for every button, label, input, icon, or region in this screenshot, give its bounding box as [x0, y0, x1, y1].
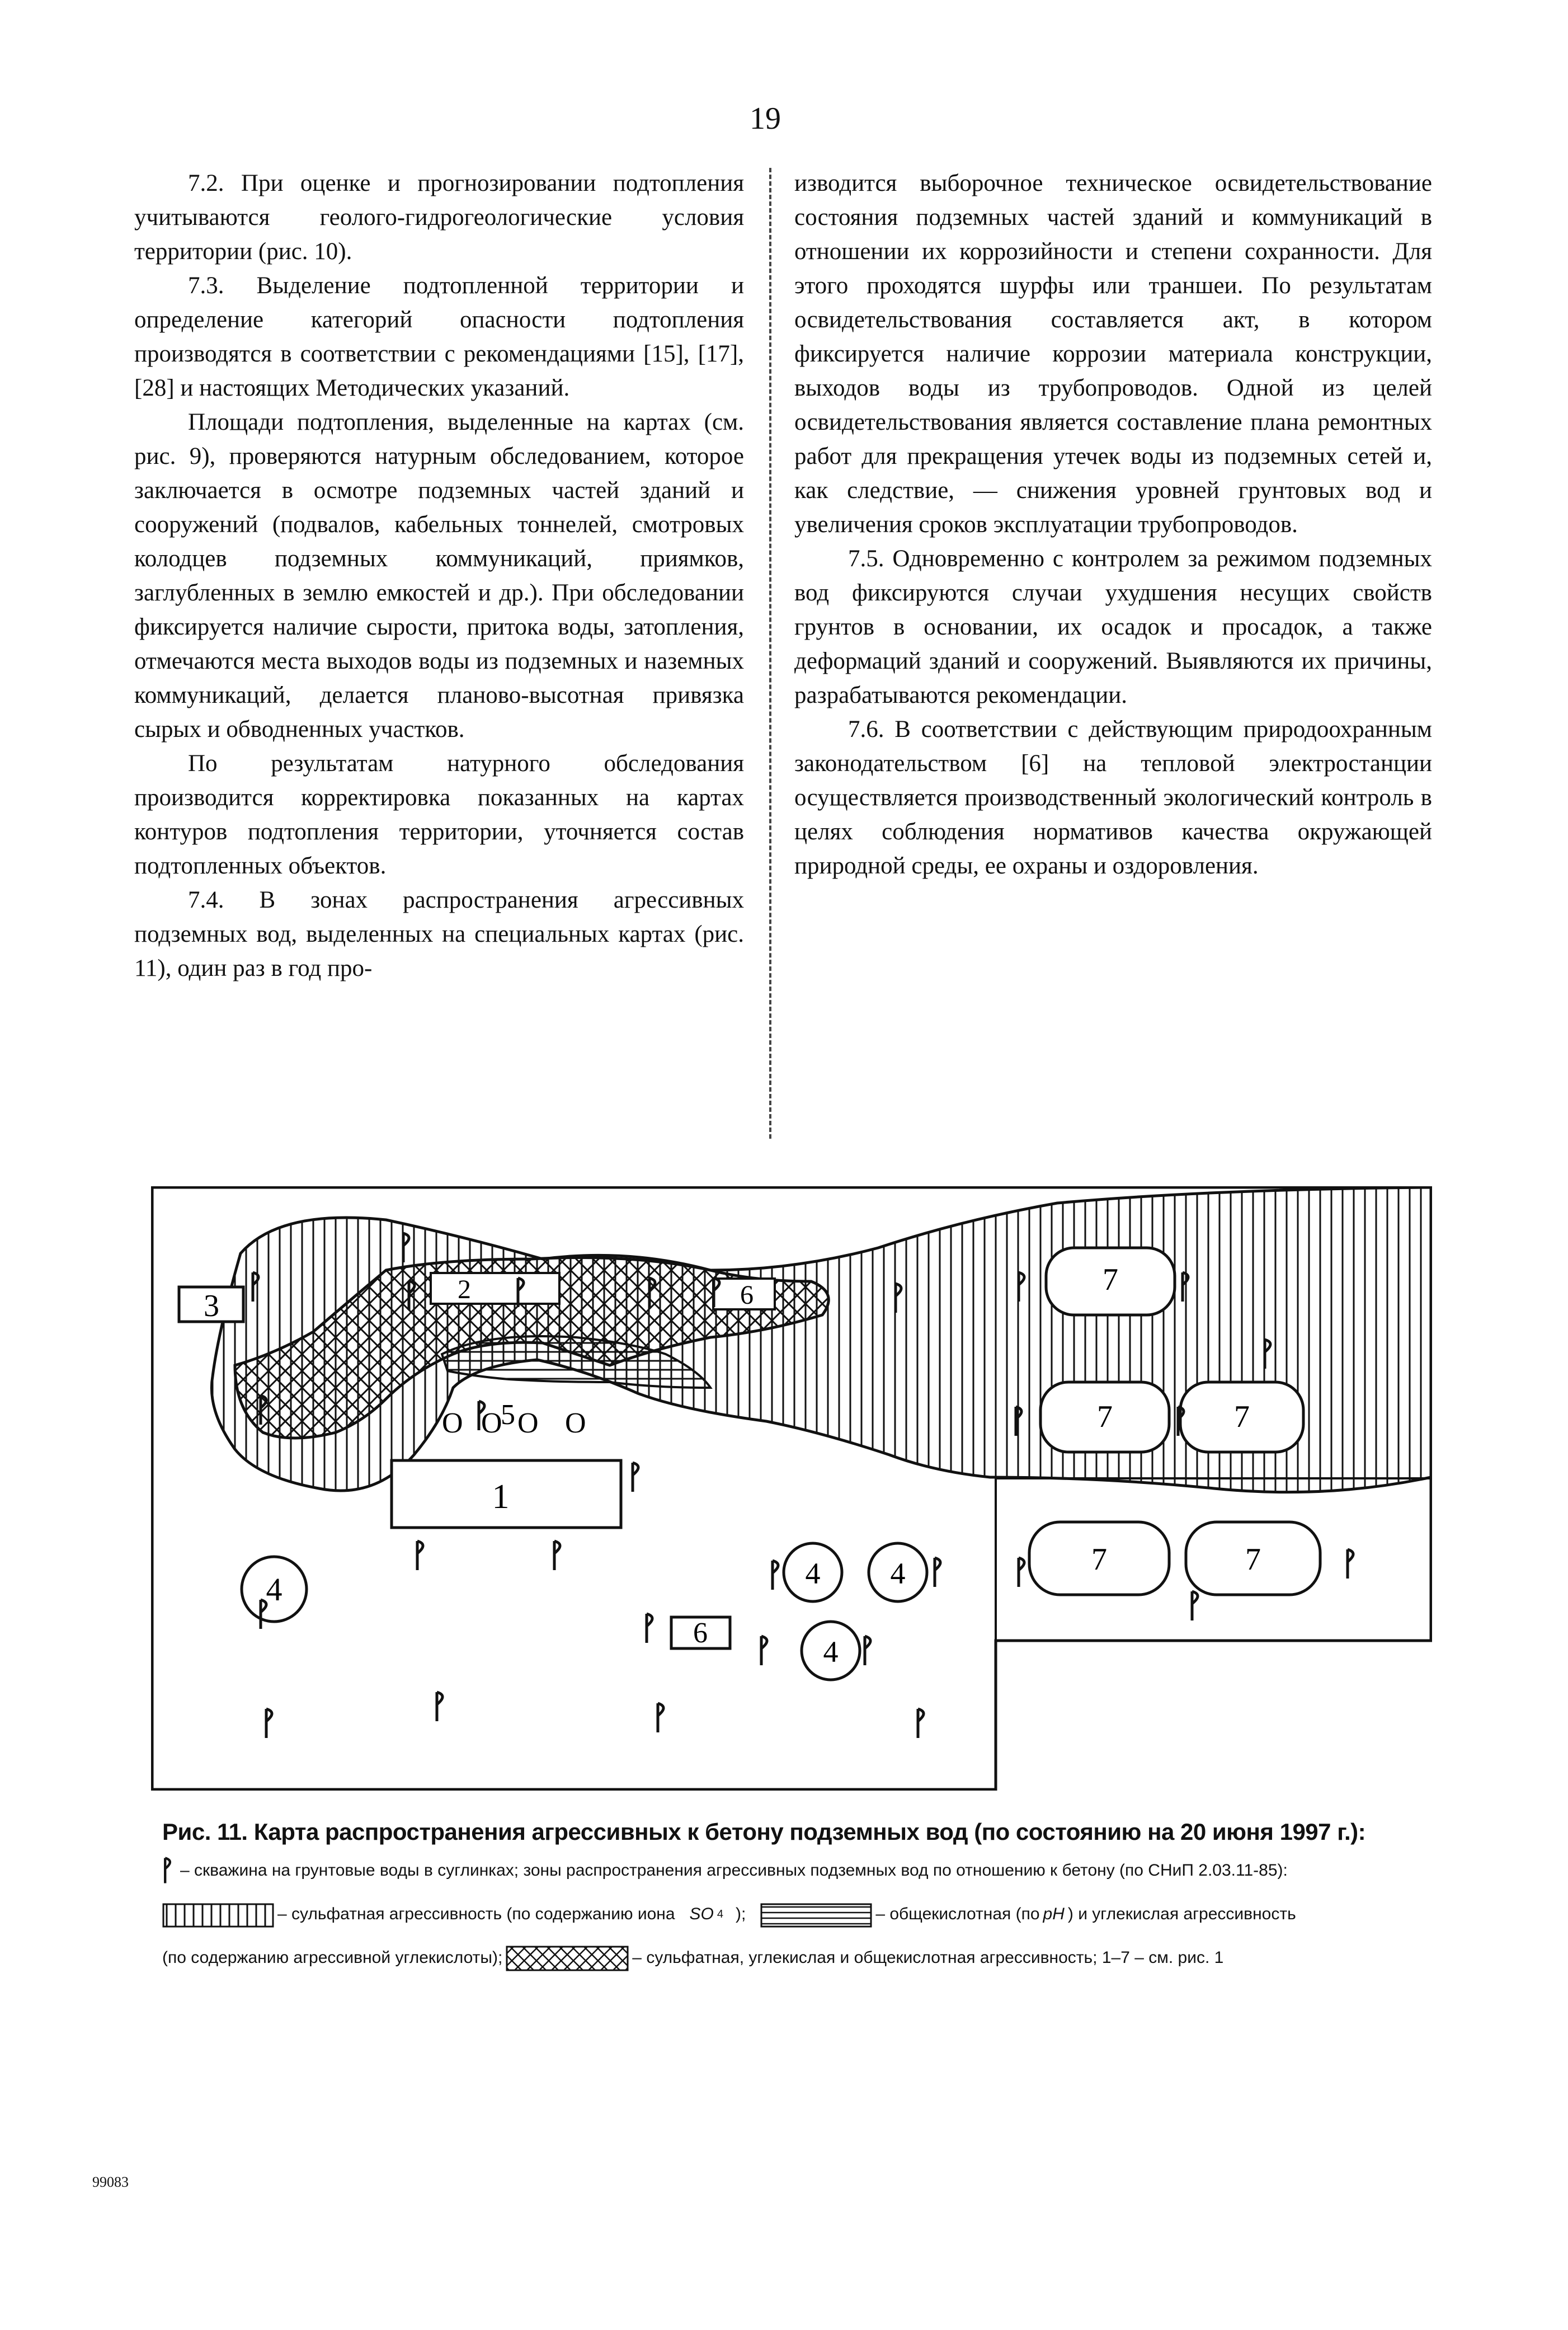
well-flag-icon	[162, 1856, 177, 1885]
legend	[162, 1849, 1432, 1980]
combined-hatch-swatch	[506, 1942, 629, 1974]
legend-row-sulfate	[162, 1892, 1432, 1936]
tank-4-b-label: 4	[805, 1557, 821, 1590]
legend-sulfate-text: – сульфатная агрессивность (по содержанию иона	[277, 1905, 675, 1923]
well-flag-icon	[865, 1636, 870, 1665]
paragraph-7-6: 7.6. В соответствии с действующим природоохранным законодательством [6] на тепловой электростанции осуществляется производственный экологический контроль в целях соблюдения нормативов качества окружающей природной среды, ее охраны и оздоровления.	[794, 716, 1432, 879]
building-6-label: 6	[693, 1617, 708, 1649]
well-flag-icon	[935, 1558, 940, 1587]
paragraph-7-3: 7.3. Выделение подтопленной территории и определение категорий опасности подтопления производятся в соответствии с рекомендациями [15], [17], [28] и настоящих Методических указаний.	[134, 273, 744, 401]
tank-4-d-label: 4	[823, 1635, 839, 1669]
well-flag-icon	[1348, 1549, 1353, 1579]
paragraph-flood-areas: Площади подтопления, выделенные на картах (см. рис. 9), проверяются натурным обследованием, которое заключается в осмотре подземных частей зданий и сооружений (подвалов, кабельных тоннелей, смотровых колодцев подземных коммуникаций, приямков, заглубленных в землю емкостей и др.). При обследовании фиксируется наличие сырости, притока воды, затопления, отмечаются места выходов воды из подземных и наземных коммуникаций, делается планово-высотная привязка сырых и обводненных участков.	[134, 409, 744, 743]
paragraph-7-5: 7.5. Одновременно с контролем за режимом подземных вод фиксируются случаи ухудшения несущих свойств грунтов в основании, их осадок и просадок, а также деформаций зданий и сооружений. Выявляются их причины, разрабатываются рекомендации.	[794, 546, 1432, 708]
column-divider	[769, 168, 771, 1139]
building-2	[431, 1273, 559, 1304]
page-number: 19	[750, 101, 781, 136]
building-7-d-label: 7	[1091, 1542, 1107, 1577]
well-flag-icon	[1019, 1558, 1024, 1587]
well-flag-icon	[773, 1561, 778, 1590]
reservoir-5-label: 5	[501, 1399, 515, 1431]
paragraph-7-4-cont: изводится выборочное техническое освидетельствование состояния подземных частей зданий и коммуникаций в отношении их коррозийности и степени сохранности. Для этого проходятся шурфы или траншеи. По результатам освидетельствования составляется акт, в котором фиксируется наличие коррозии материала конструкции, выходов воды из трубопроводов. Одной из целей освидетельствования является составление плана ремонтных работ для прекращения утечек воды из подземных сетей и, как следствие, — снижения уровней грунтовых вод и увеличения сроков эксплуатации трубопроводов.	[794, 170, 1432, 538]
tank-4-c-label: 4	[890, 1557, 906, 1590]
well-flag-icon	[647, 1614, 652, 1643]
building-3-label: 3	[204, 1289, 219, 1323]
well-flag-icon	[417, 1541, 423, 1570]
sulfate-ion-subscript: 4	[717, 1908, 724, 1920]
legend-row-wells	[162, 1849, 1432, 1892]
acid-hatch-swatch	[760, 1899, 872, 1930]
well-flag-icon	[918, 1709, 924, 1738]
legend-acid-text: – общекислотная (по	[875, 1905, 1040, 1923]
legend-acid-end: ) и углекислая агрессивность	[1067, 1905, 1296, 1923]
paragraph-survey-results: По результатам натурного обследования производится корректировка показанных на картах контуров подтопления территории, уточняется состав подтопленных объектов.	[134, 750, 744, 879]
building-7-e-label: 7	[1245, 1542, 1261, 1577]
legend-sulfate-end: );	[736, 1905, 746, 1923]
reservoir-o-1: О	[442, 1407, 463, 1439]
legend-row-combined	[162, 1936, 1432, 1980]
well-flag-icon	[554, 1541, 560, 1570]
reservoir-o-2: О	[481, 1407, 502, 1439]
building-1-label: 1	[492, 1478, 510, 1516]
paragraph-7-2: 7.2. При оценке и прогнозировании подтопления учитываются геолого-гидрогеологические условия территории (рис. 10).	[134, 170, 744, 265]
aggressive-water-map	[151, 1186, 1432, 1791]
well-flag-icon	[266, 1709, 272, 1738]
footer-code: 99083	[92, 2174, 129, 2190]
figure-caption	[162, 1819, 1432, 1980]
well-flag-icon	[1192, 1591, 1198, 1620]
caption-title: Рис. 11. Карта распространения агрессивных к бетону подземных вод (по состоянию на 20 июня 1997 г.):	[162, 1819, 1366, 1845]
building-7-a-label: 7	[1103, 1262, 1118, 1297]
well-flag-icon	[633, 1463, 638, 1492]
right-column	[794, 166, 1432, 883]
building-6-top-label: 6	[740, 1280, 754, 1310]
reservoir-o-3: О	[517, 1407, 539, 1439]
well-flag-icon	[761, 1636, 767, 1665]
building-7-b-label: 7	[1097, 1399, 1113, 1434]
sulfate-ion: SO	[689, 1905, 714, 1923]
left-column	[134, 166, 744, 985]
building-2-label: 2	[458, 1275, 471, 1304]
legend-combined-text: – сульфатная, углекислая и общекислотная агрессивность; 1–7 – см. рис. 1	[632, 1948, 1224, 1967]
legend-acid-continued: (по содержанию агрессивной углекислоты);	[162, 1948, 503, 1967]
sulfate-hatch-swatch	[162, 1899, 274, 1930]
legend-acid-ph: pH	[1043, 1905, 1065, 1923]
legend-well-text: – скважина на грунтовые воды в суглинках; зоны распространения агрессивных подземных вод по отношению к бетону (по СНиП 2.03.11-85):	[180, 1861, 1288, 1880]
paragraph-7-4: 7.4. В зонах распространения агрессивных подземных вод, выделенных на специальных картах (рис. 11), один раз в год про-	[134, 887, 744, 981]
building-7-c-label: 7	[1234, 1399, 1250, 1434]
well-flag-icon	[658, 1703, 663, 1732]
reservoir-o-4: О	[565, 1407, 586, 1439]
well-flag-icon	[437, 1692, 442, 1721]
tank-4-a-label: 4	[266, 1571, 282, 1608]
